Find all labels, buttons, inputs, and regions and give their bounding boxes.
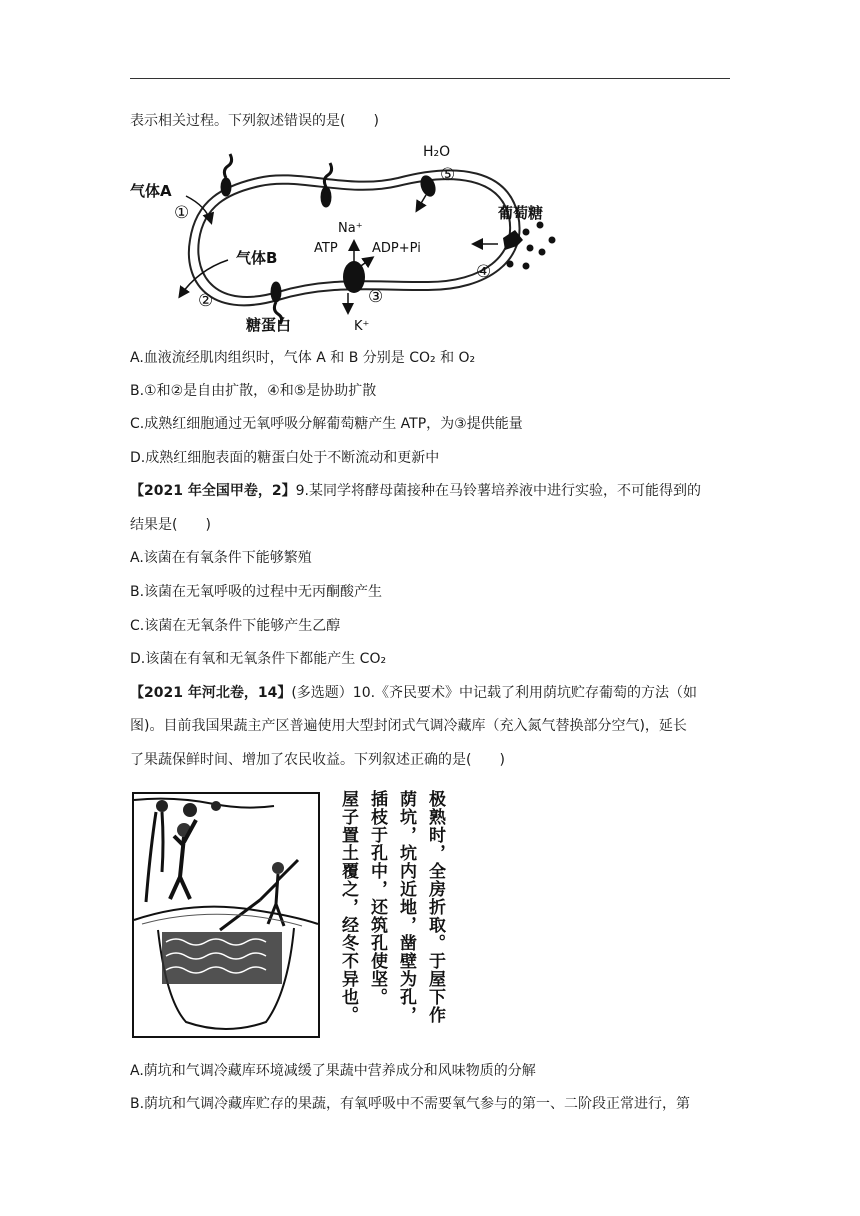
q9-option-d: D.该菌在有氧和无氧条件下都能产生 CO₂ xyxy=(130,651,387,667)
q10-stem-line2: 图)。目前我国果蔬主产区普遍使用大型封闭式气调冷藏库（充入氮气替换部分空气)，延长 xyxy=(130,718,687,734)
q10-option-a: A.荫坑和气调冷藏库环境减缓了果蔬中营养成分和风味物质的分解 xyxy=(130,1063,536,1079)
q8-option-d: D.成熟红细胞表面的糖蛋白处于不断流动和更新中 xyxy=(130,450,440,466)
q10-stem-line3: 了果蔬保鲜时间、增加了农民收益。下列叙述正确的是( ) xyxy=(130,752,505,768)
label-glucose: 葡萄糖 xyxy=(498,204,544,222)
label-n5: ⑤ xyxy=(440,165,456,185)
poem-column-2: 荫坑，坑内近地，凿壁为孔， xyxy=(396,790,416,1024)
label-glycoprotein: 糖蛋白 xyxy=(246,316,292,334)
label-gas-b: 气体B xyxy=(236,249,278,267)
label-n4: ④ xyxy=(476,262,492,282)
label-na: Na⁺ xyxy=(338,221,363,236)
label-gas-a: 气体A xyxy=(130,182,172,200)
poem-column-4: 屋子置土覆之，经冬不异也。 xyxy=(338,790,358,1024)
label-n2: ② xyxy=(198,291,214,311)
header-rule xyxy=(130,78,730,79)
label-n1: ① xyxy=(174,203,190,223)
grape-pit-illustration xyxy=(132,792,320,1038)
question-intro: 表示相关过程。下列叙述错误的是( ) xyxy=(130,113,379,129)
red-blood-cell-diagram xyxy=(128,140,568,340)
label-n3: ③ xyxy=(368,287,384,307)
poem-column-1: 极熟时，全房折取。于屋下作 xyxy=(425,790,445,1024)
q10-option-b: B.荫坑和气调冷藏库贮存的果蔬，有氧呼吸中不需要氧气参与的第一、二阶段正常进行，第 xyxy=(130,1096,691,1112)
label-k: K⁺ xyxy=(354,319,370,334)
water-channel xyxy=(418,173,439,198)
q9-source: 【2021 年全国甲卷，2】 xyxy=(130,483,296,499)
q10-source: 【2021 年河北卷，14】 xyxy=(130,685,292,701)
glycoprotein-top-left xyxy=(222,154,232,195)
poem-column-3: 插枝于孔中，还筑孔使坚。 xyxy=(367,790,387,1006)
q9-option-a: A.该菌在有氧条件下能够繁殖 xyxy=(130,550,312,566)
glycoprotein-top-mid xyxy=(322,163,332,206)
label-water: H₂O xyxy=(423,144,451,160)
label-atp: ATP xyxy=(314,241,338,256)
label-adp: ADP+Pi xyxy=(372,241,421,256)
q8-option-c: C.成熟红细胞通过无氧呼吸分解葡萄糖产生 ATP，为③提供能量 xyxy=(130,416,523,432)
q8-option-b: B.①和②是自由扩散，④和⑤是协助扩散 xyxy=(130,383,377,399)
water-arrow xyxy=(417,195,426,210)
q10-stem-line1: 【2021 年河北卷，14】(多选题）10.《齐民要术》中记载了利用荫坑贮存葡萄的方法（如 xyxy=(130,685,698,701)
q9-option-b: B.该菌在无氧呼吸的过程中无丙酮酸产生 xyxy=(130,584,383,600)
q9-stem-line2: 结果是( ) xyxy=(130,517,211,533)
atp-arrow xyxy=(358,258,372,268)
q9-stem-line1: 【2021 年全国甲卷，2】9.某同学将酵母菌接种在马铃薯培养液中进行实验，不可能得到的 xyxy=(130,483,701,499)
q8-option-a: A.血液流经肌肉组织时，气体 A 和 B 分别是 CO₂ 和 O₂ xyxy=(130,350,476,366)
q9-option-c: C.该菌在无氧条件下能够产生乙醇 xyxy=(130,618,341,634)
